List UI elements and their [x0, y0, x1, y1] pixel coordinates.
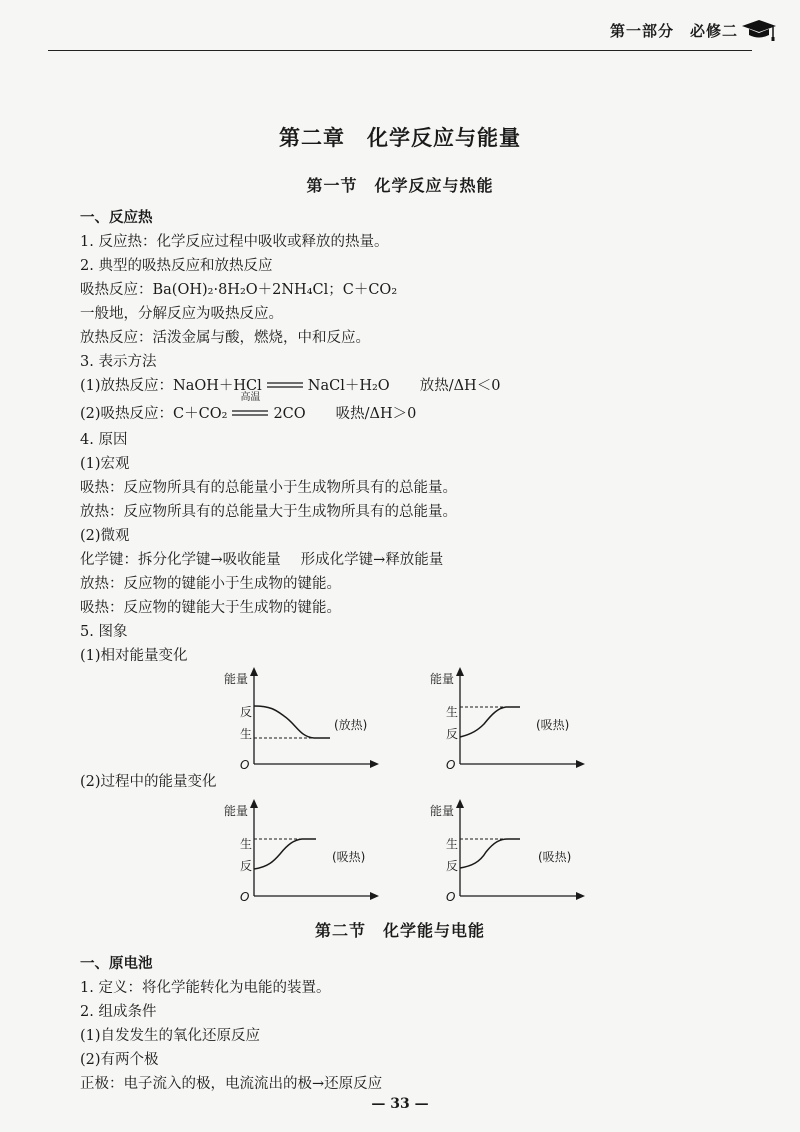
- text-line: 吸热：反应物所具有的总能量小于生成物所具有的总能量。: [80, 480, 457, 496]
- graph-ylabel: 能量: [224, 672, 249, 686]
- graph-origin: O: [240, 890, 250, 904]
- graph-upper-label: 生: [446, 837, 459, 851]
- graph-note: (吸热): [536, 718, 570, 732]
- energy-diagram-exothermic: [222, 664, 382, 774]
- energy-diagram-process-1: [222, 796, 382, 906]
- graph-lower-label: 反: [240, 859, 253, 873]
- running-header: 第一部分 必修二: [609, 22, 738, 40]
- graph-note: (吸热): [332, 850, 366, 864]
- absorb-energy-text: 吸收能量: [222, 552, 281, 568]
- arrow-right-icon: →: [312, 1076, 325, 1092]
- arrow-right-icon: →: [210, 552, 223, 568]
- graph-ylabel: 能量: [430, 672, 455, 686]
- positive-electrode-line: [80, 1074, 382, 1094]
- text-line: 5. 图象: [80, 624, 128, 640]
- graph-lower-label: 生: [240, 727, 253, 741]
- equation-reactants: (1)放热反应：NaOH＋HCl: [80, 378, 262, 394]
- graduation-cap-icon: [740, 18, 778, 44]
- text-line: 吸热：反应物的键能大于生成物的键能。: [80, 600, 341, 616]
- text-line: 4. 原因: [80, 432, 128, 448]
- graph-lower-label: 反: [446, 727, 459, 741]
- text-line: 2. 典型的吸热反应和放热反应: [80, 258, 273, 274]
- text-line: 1. 反应热：化学反应过程中吸收或释放的热量。: [80, 234, 389, 250]
- text-line: 吸热反应：Ba(OH)₂·8H₂O＋2NH₄Cl；C＋CO₂: [80, 282, 398, 298]
- arrow-right-icon: →: [373, 552, 386, 568]
- section1-heading: 一、反应热: [80, 210, 153, 226]
- graph-upper-label: 生: [240, 837, 253, 851]
- graph-note: (放热): [334, 718, 368, 732]
- text-line: (1)相对能量变化: [80, 648, 188, 664]
- equation-line-exothermic: [80, 376, 500, 396]
- bond-form-text: 形成化学键: [300, 552, 374, 568]
- reduction-text: 还原反应: [324, 1076, 383, 1092]
- text-line: 3. 表示方法: [80, 354, 157, 370]
- text-line: 放热：反应物所具有的总能量大于生成物所具有的总能量。: [80, 504, 457, 520]
- equation-products: 2CO: [273, 406, 306, 422]
- page-number: — 33 —: [371, 1096, 429, 1112]
- chapter-title: 第二章 化学反应与能量: [279, 126, 521, 150]
- equation-note: 放热/ΔH＜0: [419, 378, 501, 394]
- section2-heading: 一、原电池: [80, 956, 153, 972]
- bond-break-text: 化学键：拆分化学键: [80, 552, 211, 568]
- positive-electrode-text: 正极：电子流入的极，电流流出的极: [80, 1076, 312, 1092]
- graph-origin: O: [446, 758, 456, 772]
- header-rule: [48, 50, 752, 51]
- release-energy-text: 释放能量: [385, 552, 444, 568]
- text-line: (1)宏观: [80, 456, 130, 472]
- energy-diagram-process-2: [428, 796, 588, 906]
- text-line: 放热：反应物的键能小于生成物的键能。: [80, 576, 341, 592]
- text-line: (2)过程中的能量变化: [80, 774, 217, 790]
- text-line: (1)自发发生的氧化还原反应: [80, 1028, 261, 1044]
- section1-title: 第一节 化学反应与热能: [306, 176, 494, 195]
- equation-note: 吸热/ΔH＞0: [335, 406, 417, 422]
- equation-reactants: (2)吸热反应：C＋CO₂: [80, 406, 228, 422]
- reaction-condition: 高温: [240, 392, 261, 403]
- graph-origin: O: [240, 758, 250, 772]
- graph-ylabel: 能量: [224, 804, 249, 818]
- text-line: 1. 定义：将化学能转化为电能的装置。: [80, 980, 331, 996]
- text-line: (2)有两个极: [80, 1052, 159, 1068]
- graph-upper-label: 反: [240, 705, 253, 719]
- bond-energy-line: [80, 550, 443, 570]
- text-line: 放热反应：活泼金属与酸，燃烧，中和反应。: [80, 330, 370, 346]
- graph-origin: O: [446, 890, 456, 904]
- section2-title: 第二节 化学能与电能: [314, 921, 485, 940]
- text-line: (2)微观: [80, 528, 130, 544]
- graph-lower-label: 反: [446, 859, 459, 873]
- text-line: 一般地，分解反应为吸热反应。: [80, 306, 283, 322]
- equals-sign-with-condition: [227, 392, 273, 424]
- equation-products: NaCl＋H₂O: [307, 378, 390, 394]
- text-line: 2. 组成条件: [80, 1004, 157, 1020]
- energy-diagram-endothermic: [428, 664, 588, 774]
- equation-line-endothermic: [80, 392, 417, 424]
- graph-ylabel: 能量: [430, 804, 455, 818]
- graph-upper-label: 生: [446, 705, 459, 719]
- graph-note: (吸热): [538, 850, 572, 864]
